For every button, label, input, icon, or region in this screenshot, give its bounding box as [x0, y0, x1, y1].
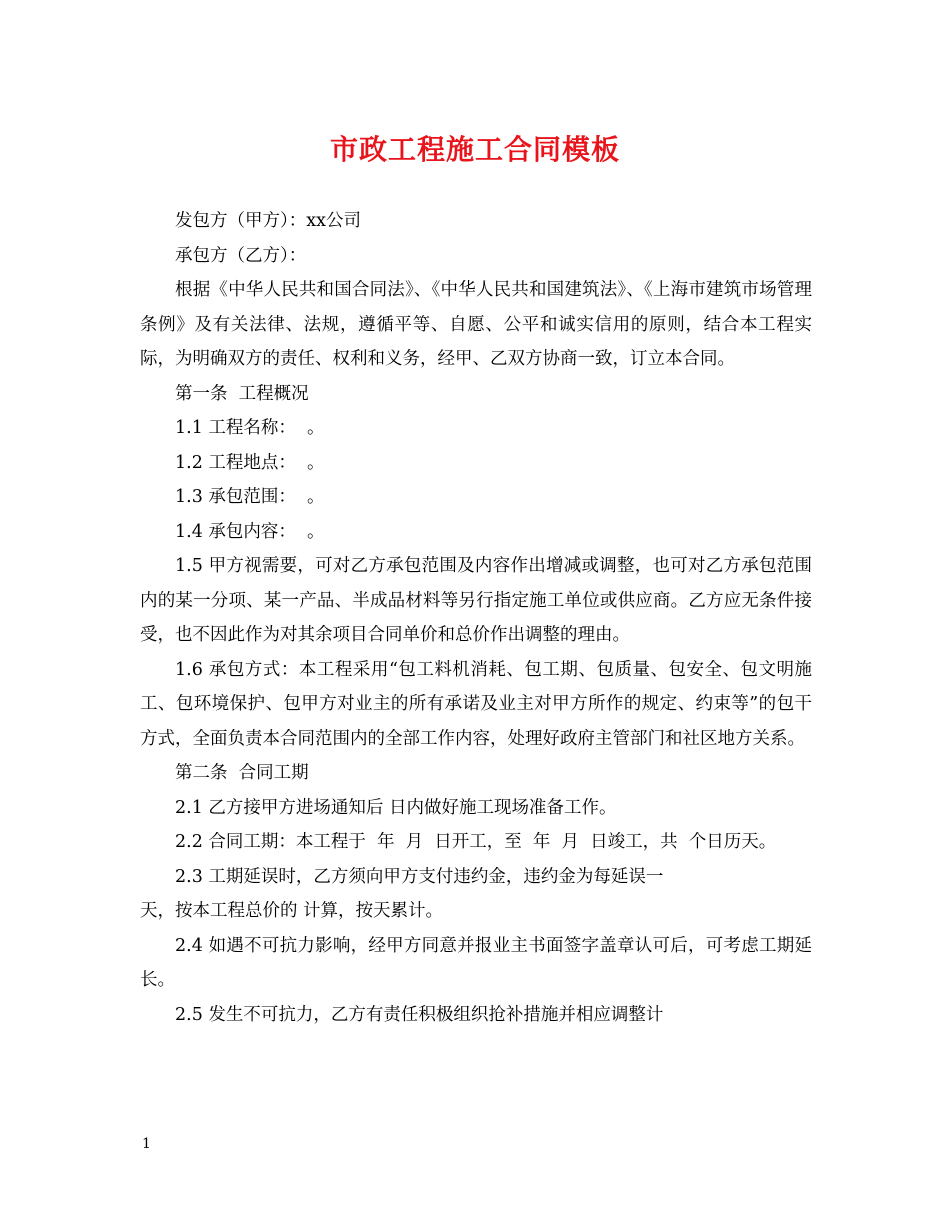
clause-1-3: 1.3 承包范围： 。 — [175, 487, 325, 507]
document-body — [140, 204, 812, 1032]
clause-1-2: 1.2 工程地点： 。 — [175, 452, 325, 473]
clause-2-5: 2.5 发生不可抗力，乙方有责任积极组织抢补措施并相应调整计 — [175, 1004, 664, 1025]
clause-2-3: 2.3 工期延误时，乙方须向甲方支付违约金，违约金为每延误一 — [175, 866, 664, 887]
document-title: 市政工程施工合同模板 — [329, 133, 620, 166]
paragraph-party-b: 承包方（乙方）： — [175, 245, 307, 266]
clause-2-1: 2.1 乙方接甲方进场通知后 日内做好施工现场准备工作。 — [175, 797, 617, 818]
clause-1-5: 1.5 甲方视需要，可对乙方承包范围及内容作出增减或调整，也可对乙方承包范围内的某一分项、某一产品、半成品材料等另行指定施工单位或供应商。乙方应无条件接受，也不因此作为对其余项目合同单价和总价作出调整的理由。 — [140, 556, 812, 645]
clause-1-6: 1.6 承包方式：本工程采用“包工料机消耗、包工期、包质量、包安全、包文明施工、包环境保护、包甲方对业主的所有承诺及业主对甲方所作的规定、约束等”的包干方式，全面负责本合同范围内的全部工作内容，处理好政府主管部门和社区地方关系。 — [140, 659, 812, 749]
article-2-heading: 第二条 合同工期 — [175, 763, 309, 783]
paragraph-preamble: 根据《中华人民共和国合同法》、《中华人民共和国建筑法》、《上海市建筑市场管理条例》及有关法律、法规，遵循平等、自愿、公平和诚实信用的原则，结合本工程实际，为明确双方的责任、权利和义务，经甲、乙双方协商一致，订立本合同。 — [140, 280, 812, 369]
clause-1-4: 1.4 承包内容： 。 — [175, 521, 325, 542]
article-1-heading: 第一条 工程概况 — [175, 383, 309, 404]
clause-2-3-continued: 天，按本工程总价的 计算，按天累计。 — [140, 901, 444, 921]
paragraph-party-a: 发包方（甲方）：xx公司 — [175, 211, 361, 231]
page-number: 1 — [142, 1136, 151, 1152]
clause-2-4: 2.4 如遇不可抗力影响，经甲方同意并报业主书面签字盖章认可后，可考虑工期延长。 — [140, 935, 812, 990]
clause-2-2: 2.2 合同工期：本工程于 年 月 日开工，至 年 月 日竣工，共 个日历天。 — [175, 832, 777, 852]
clause-1-1: 1.1 工程名称： 。 — [175, 418, 325, 438]
